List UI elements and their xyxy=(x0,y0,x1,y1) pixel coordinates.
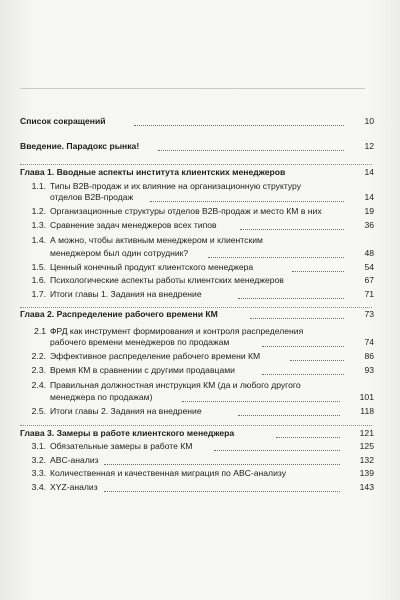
toc-page-number: 14 xyxy=(364,167,374,177)
leader-dots xyxy=(208,256,344,258)
toc-section-number: 3.1. xyxy=(31,441,46,451)
toc-page-number: 14 xyxy=(364,192,374,202)
toc-section-number: 3.3. xyxy=(31,468,46,478)
toc-section-number: 1.5. xyxy=(31,262,46,272)
toc-entry-title: Итоги главы 2. Задания на внедрение xyxy=(50,406,202,416)
toc-section-number: 1.1. xyxy=(31,181,46,191)
toc-section-number: 2.2. xyxy=(31,351,46,361)
toc-page-number: 121 xyxy=(359,428,374,438)
toc-entry-title: Правильная должностная инструкция КМ (да и любого другого xyxy=(50,380,301,390)
leader-dots xyxy=(290,359,344,361)
chapter-separator xyxy=(20,164,372,166)
toc-section-number: 1.4. xyxy=(31,235,46,245)
toc-page-number: 36 xyxy=(364,220,374,230)
leader-dots xyxy=(182,400,340,402)
toc-entry-title: Итоги главы 1. Задания на внедрение xyxy=(50,289,202,299)
leader-dots xyxy=(134,124,344,126)
toc-page-number: 93 xyxy=(364,365,374,375)
leader-dots xyxy=(262,345,344,347)
toc-entry-title: Ценный конечный продукт клиентского менеджера xyxy=(50,262,254,272)
toc-page-number: 139 xyxy=(359,468,374,478)
toc-page-number: 101 xyxy=(359,392,374,402)
toc-entry-title: Сравнение задач менеджеров всех типов xyxy=(50,220,217,230)
toc-entry-title: Психологические аспекты работы клиентских менеджеров xyxy=(50,275,284,285)
toc-section-number: 1.2. xyxy=(31,206,46,216)
toc-entry-title: Глава 3. Замеры в работе клиентского менеджера xyxy=(20,428,235,438)
chapter-separator xyxy=(20,425,372,427)
leader-dots xyxy=(262,373,344,375)
toc-section-number: 1.7. xyxy=(31,289,46,299)
toc-page-number: 73 xyxy=(364,309,374,319)
toc-section-number: 2.4. xyxy=(31,380,46,390)
toc-page-number: 125 xyxy=(359,441,374,451)
toc-entry-title-cont: менеджером был один сотрудник? xyxy=(50,248,189,258)
toc-section-number: 3.4. xyxy=(31,482,46,492)
toc-page-number: 143 xyxy=(359,482,374,492)
leader-dots xyxy=(238,297,344,299)
toc-entry-title: Время КМ в сравнении с другими продавцами xyxy=(50,365,235,375)
toc-page-number: 118 xyxy=(360,406,374,416)
toc-page-number: 19 xyxy=(364,206,374,216)
toc-section-number: 2.3. xyxy=(31,365,46,375)
leader-dots xyxy=(292,270,344,272)
leader-dots xyxy=(104,490,340,492)
leader-dots xyxy=(158,149,344,151)
toc-page-number: 74 xyxy=(364,337,374,347)
leader-dots xyxy=(240,228,344,230)
toc-entry-title: Глава 2. Распределение рабочего времени КМ xyxy=(20,309,218,319)
toc-entry-title: Эффективное распределение рабочего времени КМ xyxy=(50,351,261,361)
leader-dots xyxy=(238,414,340,416)
toc-entry-title: ФРД как инструмент формирования и контроля распределения xyxy=(50,326,304,336)
toc-section-number: 3.2. xyxy=(31,455,46,465)
leader-dots xyxy=(250,317,344,319)
toc-entry-title: Введение. Парадокс рынка! xyxy=(20,141,140,151)
leader-dots xyxy=(104,463,340,465)
toc-page-number: 86 xyxy=(364,351,374,361)
toc-page-number: 67 xyxy=(364,275,374,285)
toc-page-number: 54 xyxy=(364,262,374,272)
toc-entry-title: Список сокращений xyxy=(20,116,106,126)
toc-section-number: 2.5. xyxy=(31,406,46,416)
toc-page-number: 10 xyxy=(364,116,374,126)
toc-page-number: 12 xyxy=(364,141,374,151)
toc-page-number: 132 xyxy=(359,455,374,465)
toc-entry-title: Обязательные замеры в работе КМ xyxy=(50,441,193,451)
toc-entry-title: Количественная и качественная миграция по ABC-анализу xyxy=(50,468,287,478)
toc-entry-title-cont: менеджера по продажам) xyxy=(50,392,153,402)
toc-page-number: 71 xyxy=(364,289,374,299)
leader-dots xyxy=(214,449,340,451)
toc-section-number: 2.1 xyxy=(34,326,46,336)
toc-entry-title-cont: рабочего времени менеджеров по продажам xyxy=(50,337,230,347)
toc-entry-title: ABC-анализ xyxy=(50,455,99,465)
toc-entry-title: Глава 1. Вводные аспекты института клиентских менеджеров xyxy=(20,167,286,177)
toc-entry-title: Организационные структуры отделов B2B-продаж и место КМ в них xyxy=(50,206,322,216)
leader-dots xyxy=(150,200,344,202)
toc-section-number: 1.3. xyxy=(31,220,46,230)
toc-page-number: 48 xyxy=(364,248,374,258)
toc-entry-title: Типы B2B-продаж и их влияние на организационную структуру xyxy=(50,181,302,191)
toc-entry-title: XYZ-анализ xyxy=(50,482,98,492)
leader-dots xyxy=(276,436,340,438)
toc-entry-title: А можно, чтобы активным менеджером и клиентским xyxy=(50,235,263,245)
toc-section-number: 1.6. xyxy=(31,275,46,285)
toc-entry-title-cont: отделов B2B-продаж xyxy=(50,192,134,202)
